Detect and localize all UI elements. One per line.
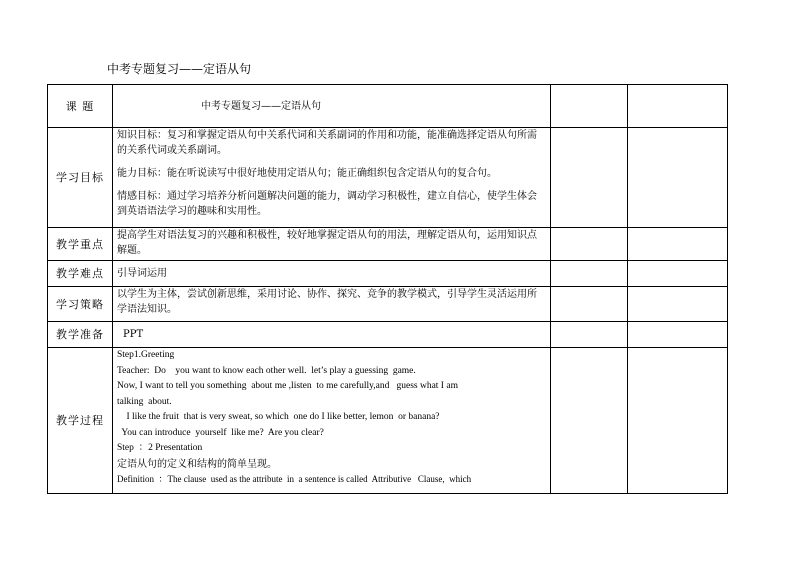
lesson-plan-table xyxy=(47,84,728,494)
empty-cell xyxy=(628,128,728,228)
difficult-content: 引导词运用 xyxy=(113,261,551,287)
goals-content xyxy=(113,128,551,228)
process-line: Step1.Greeting xyxy=(117,350,175,360)
row-label-key: 教学重点 xyxy=(48,228,113,261)
row-label-difficult: 教学难点 xyxy=(48,261,113,287)
topic-content: 中考专题复习——定语从句 xyxy=(113,85,551,128)
empty-cell xyxy=(628,287,728,322)
empty-cell xyxy=(628,261,728,287)
process-line: Step ：2 Presentation xyxy=(117,443,203,453)
row-label-goals: 学习目标 xyxy=(48,128,113,228)
process-line: Definition ：The clause used as the attribute in a sentence is called Attributive Clause, which xyxy=(117,474,472,484)
empty-cell xyxy=(551,287,628,322)
empty-cell xyxy=(551,261,628,287)
process-line: I like the fruit that is very sweat, so which one do I like better, lemon or banana? xyxy=(117,412,440,422)
empty-cell xyxy=(551,322,628,348)
process-line: talking about. xyxy=(117,396,172,407)
document-title: 中考专题复习——定语从句 xyxy=(107,62,252,76)
process-line: 定语从句的定义和结构的简单呈现。 xyxy=(117,458,277,470)
empty-cell xyxy=(551,85,628,128)
key-content: 提高学生对语法复习的兴趣和积极性，较好地掌握定语从句的用法，理解定语从句，运用知识点解题。 xyxy=(113,228,551,261)
empty-cell xyxy=(628,322,728,348)
strategy-content: 以学生为主体，尝试创新思维，采用讨论、协作、探究、竞争的教学模式，引导学生灵活运用所学语法知识。 xyxy=(113,287,551,322)
goal-knowledge: 知识目标：复习和掌握定语从句中关系代词和关系副词的作用和功能，能准确选择定语从句所需的关系代词或关系副词。 xyxy=(117,130,537,156)
row-label-strategy: 学习策略 xyxy=(48,287,113,322)
empty-cell xyxy=(551,128,628,228)
empty-cell xyxy=(551,228,628,261)
process-content xyxy=(113,348,551,494)
empty-cell xyxy=(628,348,728,494)
process-line: Teacher: Do you want to know each other well. let’s play a guessing game. xyxy=(117,365,416,376)
row-label-prep: 教学准备 xyxy=(48,322,113,348)
goal-emotion: 情感目标：通过学习培养分析问题解决问题的能力，调动学习积极性，建立自信心，使学生体会到英语语法学习的趣味和实用性。 xyxy=(117,191,537,217)
empty-cell xyxy=(628,85,728,128)
prep-content: PPT xyxy=(113,322,551,348)
goal-ability: 能力目标：能在听说读写中很好地使用定语从句；能正确组织包含定语从句的复合句。 xyxy=(117,168,497,179)
empty-cell xyxy=(628,228,728,261)
row-label-topic: 课 题 xyxy=(48,85,113,128)
process-line: You can introduce yourself like me? Are you clear? xyxy=(117,427,324,438)
empty-cell xyxy=(551,348,628,494)
process-line: Now, I want to tell you something about me ,listen to me carefully,and guess what I am xyxy=(117,381,458,391)
row-label-process: 教学过程 xyxy=(48,348,113,494)
